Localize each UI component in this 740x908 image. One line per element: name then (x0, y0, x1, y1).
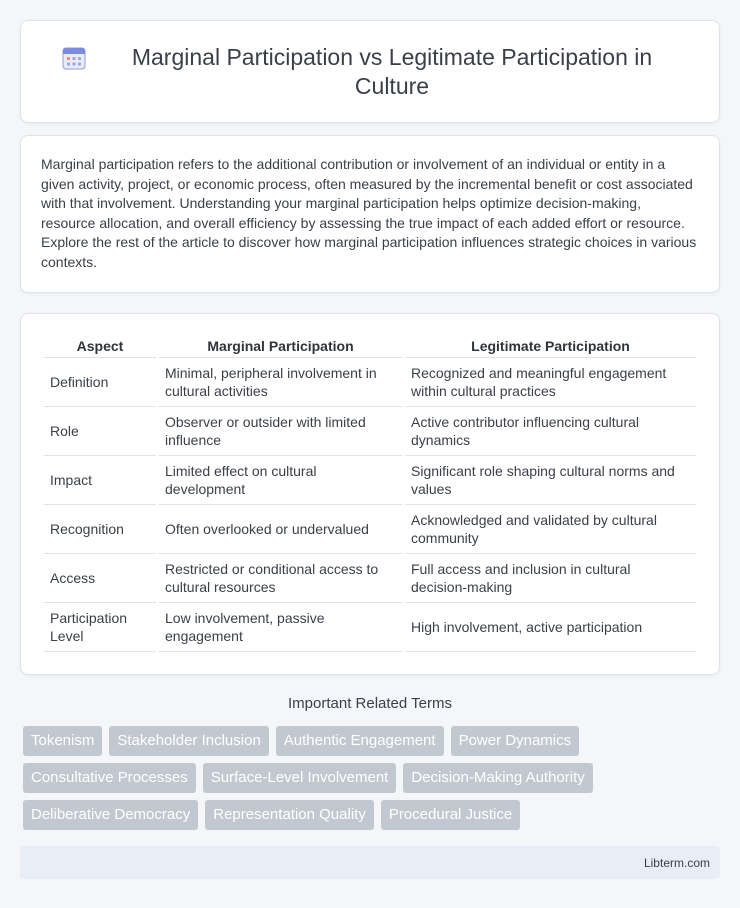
cell-marginal: Often overlooked or undervalued (159, 505, 402, 554)
table-row (44, 407, 696, 456)
header-marginal-participation: Marginal Participation (159, 332, 402, 358)
tag-representation-quality[interactable]: Representation Quality (205, 800, 374, 830)
tag-surface-level-involvement[interactable]: Surface-Level Involvement (203, 763, 397, 793)
comparison-table (41, 332, 699, 652)
header-aspect: Aspect (44, 332, 156, 358)
page-title: Marginal Participation vs Legitimate Participation in Culture (131, 43, 653, 99)
cell-aspect: Role (44, 407, 156, 456)
cell-legitimate: Full access and inclusion in cultural decision-making (405, 554, 696, 603)
cell-marginal: Limited effect on cultural development (159, 456, 402, 505)
cell-aspect: Recognition (44, 505, 156, 554)
cell-legitimate: Acknowledged and validated by cultural community (405, 505, 696, 554)
title-wrap (61, 43, 679, 101)
cell-marginal: Low involvement, passive engagement (159, 603, 402, 652)
tag-procedural-justice[interactable]: Procedural Justice (381, 800, 520, 830)
cell-legitimate: Significant role shaping cultural norms and values (405, 456, 696, 505)
table-header-row (44, 332, 696, 358)
tag-authentic-engagement[interactable]: Authentic Engagement (276, 726, 444, 756)
table-row (44, 456, 696, 505)
intro-paragraph: Marginal participation refers to the additional contribution or involvement of an individual or entity in a given activity, project, or economic process, often measured by the incremental benefit or cost associated with that involvement. Understanding your marginal participation helps optimize decision-making, resource allocation, and overall efficiency by assessing the true impact of each added effort or resource. Explore the rest of the article to discover how marginal participation influences strategic choices in various contexts. (41, 156, 697, 270)
cell-aspect: Access (44, 554, 156, 603)
tag-power-dynamics[interactable]: Power Dynamics (451, 726, 580, 756)
table-row (44, 358, 696, 407)
related-terms-section (20, 695, 720, 830)
calendar-grid-icon (61, 45, 87, 71)
tag-decision-making-authority[interactable]: Decision-Making Authority (403, 763, 592, 793)
tag-tokenism[interactable]: Tokenism (23, 726, 102, 756)
cell-legitimate: Active contributor influencing cultural dynamics (405, 407, 696, 456)
cell-aspect: Impact (44, 456, 156, 505)
intro-card (20, 135, 720, 293)
tag-stakeholder-inclusion[interactable]: Stakeholder Inclusion (109, 726, 268, 756)
cell-marginal: Observer or outsider with limited influence (159, 407, 402, 456)
footer-site-link[interactable]: Libterm.com (643, 855, 710, 870)
tag-deliberative-democracy[interactable]: Deliberative Democracy (23, 800, 198, 830)
comparison-table-card (20, 313, 720, 675)
cell-aspect: Participation Level (44, 603, 156, 652)
table-row (44, 554, 696, 603)
table-row (44, 603, 696, 652)
footer (20, 846, 720, 879)
tag-consultative-processes[interactable]: Consultative Processes (23, 763, 196, 793)
cell-legitimate: Recognized and meaningful engagement within cultural practices (405, 358, 696, 407)
cell-marginal: Minimal, peripheral involvement in cultural activities (159, 358, 402, 407)
cell-aspect: Definition (44, 358, 156, 407)
cell-legitimate: High involvement, active participation (405, 603, 696, 652)
related-terms-tags (20, 726, 720, 830)
cell-marginal: Restricted or conditional access to cultural resources (159, 554, 402, 603)
title-card (20, 20, 720, 123)
related-terms-title: Important Related Terms (288, 695, 452, 712)
table-row (44, 505, 696, 554)
header-legitimate-participation: Legitimate Participation (405, 332, 696, 358)
